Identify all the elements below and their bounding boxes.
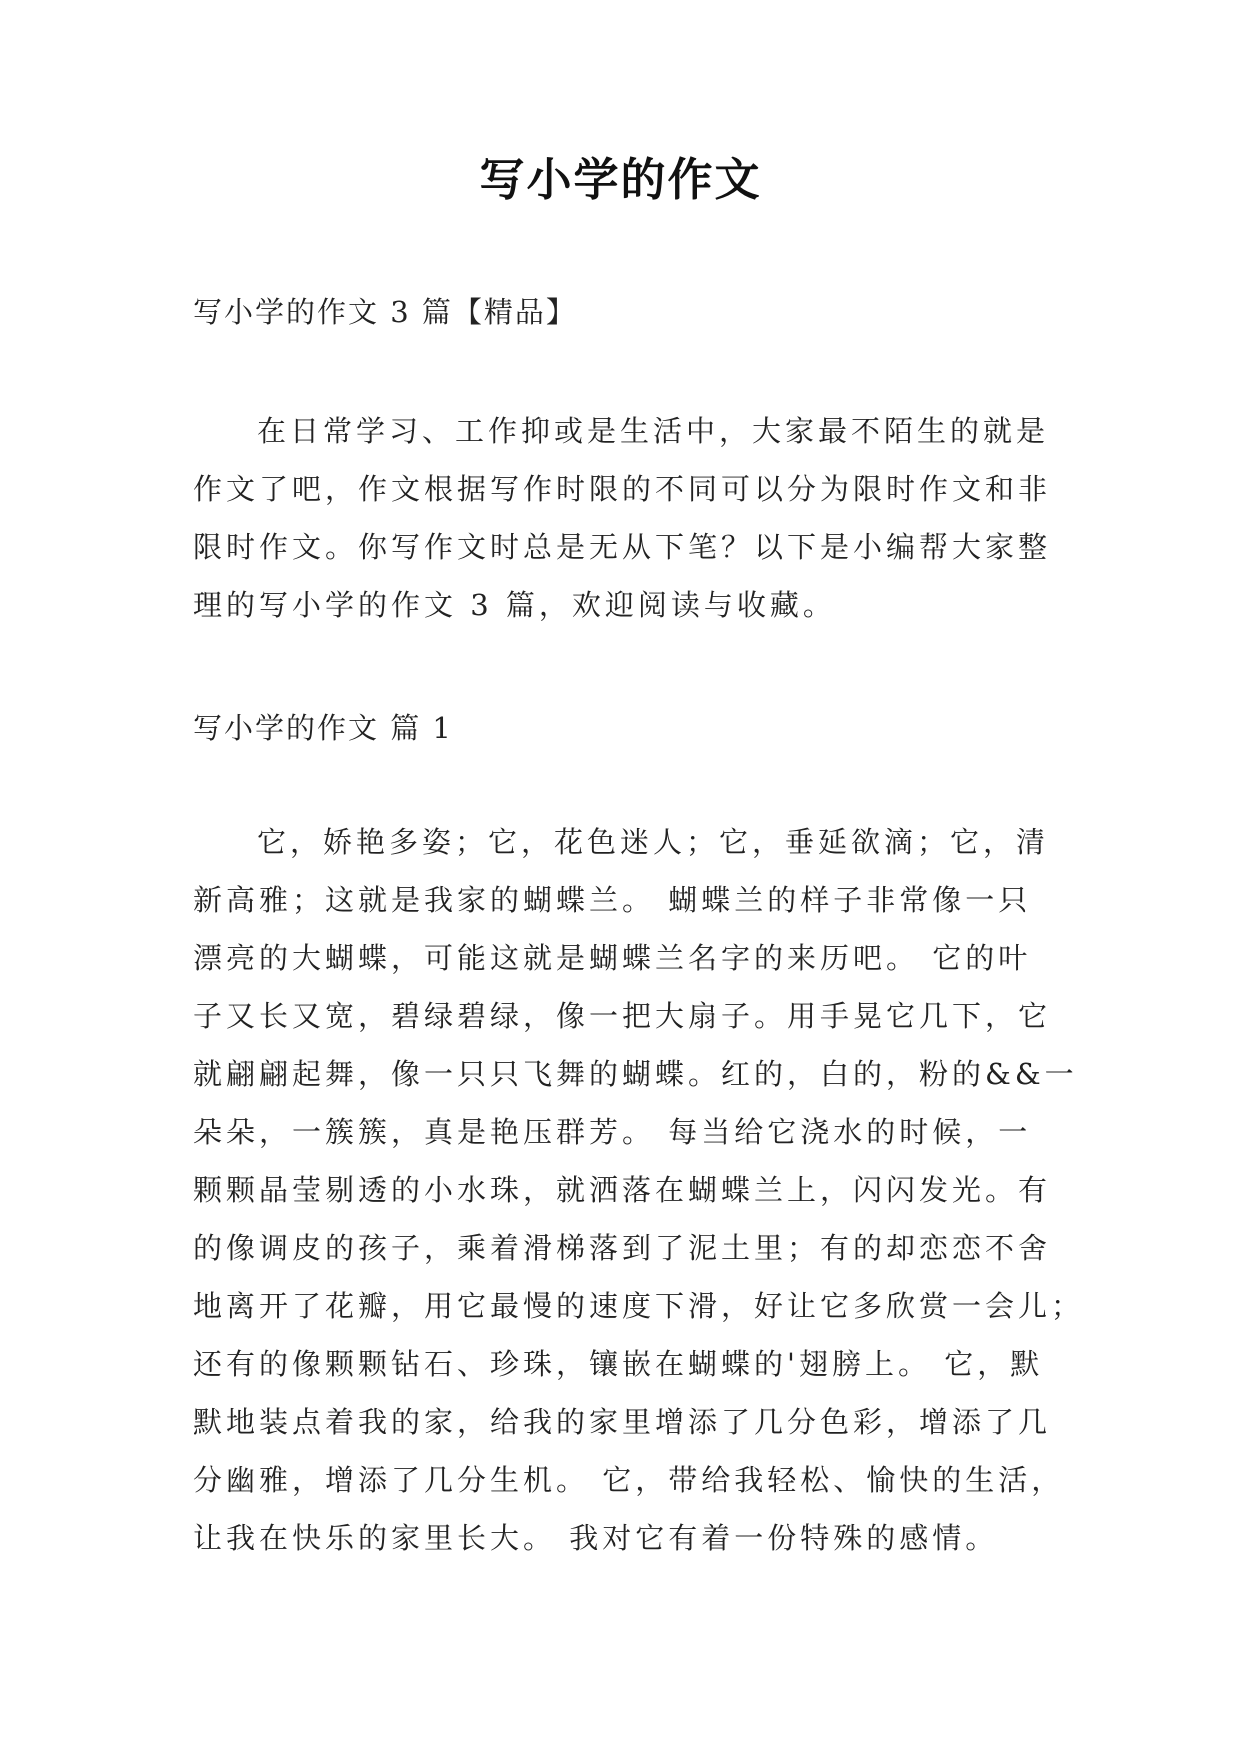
essay-line: 新高雅；这就是我家的蝴蝶兰。 蝴蝶兰的样子非常像一只 [193,883,1032,917]
intro-line: 在日常学习、工作抑或是生活中，大家最不陌生的就是 [257,414,1050,448]
page-title: 写小学的作文 [479,153,762,206]
essay-paragraph [193,813,1084,1567]
section-heading: 写小学的作文 篇 1 [193,711,453,745]
essay-line: 它，娇艳多姿；它，花色迷人；它，垂延欲滴；它，清 [257,825,1050,859]
essay-line: 地离开了花瓣，用它最慢的速度下滑，好让它多欣赏一会儿； [193,1289,1085,1323]
intro-line: 作文了吧，作文根据写作时限的不同可以分为限时作文和非 [193,472,1052,506]
essay-line: 颗颗晶莹剔透的小水珠，就洒落在蝴蝶兰上，闪闪发光。有 [193,1173,1052,1207]
essay-line: 朵朵，一簇簇，真是艳压群芳。 每当给它浇水的时候，一 [193,1115,1032,1149]
essay-line: 就翩翩起舞，像一只只飞舞的蝴蝶。红的，白的，粉的&&一 [193,1057,1078,1091]
document-subtitle: 写小学的作文 3 篇【精品】 [193,295,577,329]
essay-line: 漂亮的大蝴蝶，可能这就是蝴蝶兰名字的来历吧。 它的叶 [193,941,1032,975]
essay-line: 让我在快乐的家里长大。 我对它有着一份特殊的感情。 [193,1521,999,1555]
essay-line: 分幽雅，增添了几分生机。 它，带给我轻松、愉快的生活， [193,1463,1065,1497]
intro-line: 限时作文。你写作文时总是无从下笔？以下是小编帮大家整 [193,530,1052,564]
essay-line: 的像调皮的孩子，乘着滑梯落到了泥土里；有的却恋恋不舍 [193,1231,1052,1265]
essay-line: 子又长又宽，碧绿碧绿，像一把大扇子。用手晃它几下，它 [193,999,1052,1033]
intro-line: 理的写小学的作文 3 篇，欢迎阅读与收藏。 [193,588,836,622]
intro-paragraph [193,402,1051,634]
essay-line: 还有的像颗颗钻石、珍珠，镶嵌在蝴蝶的'翅膀上。 它，默 [193,1347,1044,1381]
essay-line: 默地装点着我的家，给我的家里增添了几分色彩，增添了几 [193,1405,1052,1439]
